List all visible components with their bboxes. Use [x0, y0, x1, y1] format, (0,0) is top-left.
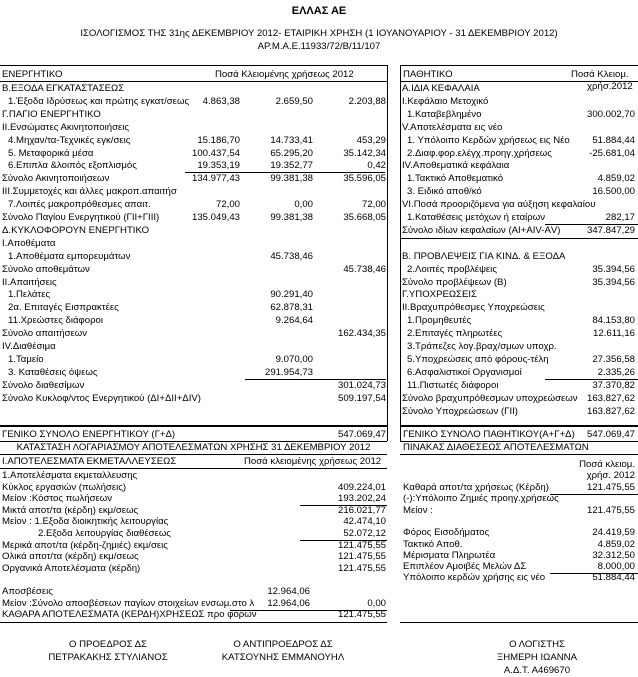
- liab-row-value: 163.827,62: [586, 405, 635, 417]
- liab-row-label: 1.Τακτικό Αποθεματικό: [407, 173, 504, 185]
- dist-subtotal-rule: [550, 494, 638, 495]
- asset-row-depreciation: 14.733,41: [270, 134, 313, 146]
- asset-row-acquisition: 134.977,43: [191, 173, 240, 185]
- signature-name: ΞΗΜΕΡΗ ΙΩΑΝΝΑ: [496, 652, 578, 663]
- asset-row-label: ΙΙ.Απαιτήσεις: [2, 276, 57, 288]
- asset-row-label: Σύνολο απαιτήσεων: [2, 328, 88, 340]
- asset-row-label: 1.Αποθέματα εμπορευμάτων: [8, 250, 131, 262]
- liab-heading: ΠΑΘΗΤΙΚΟ: [403, 69, 453, 80]
- liab-row-label: 3.Τράπεζες λογ.βραχ/σμων υποχρ.: [407, 341, 557, 352]
- dist-year-heading: χρήσ. 2012: [586, 470, 635, 481]
- result-row-partial: 12.964,06: [267, 586, 310, 597]
- asset-row-net: 509.197,54: [337, 392, 386, 404]
- col-divider-right: [400, 65, 401, 441]
- liab-row-value: 2.335,26: [597, 366, 635, 378]
- asset-row-label: 3. Καταθέσεις όψεως: [8, 366, 98, 378]
- liab-row-value: 27.356,58: [592, 353, 635, 365]
- result-row-label: Οργανικά Αποτελέσματα (κέρδη): [2, 562, 141, 574]
- asset-row-acquisition: 15.186,70: [197, 134, 240, 146]
- liab-row-label: 3. Ειδικό αποθ/κό: [407, 186, 482, 198]
- liab-row-value: 347.847,29: [586, 224, 635, 236]
- result-row-value: 121.475,55: [337, 562, 386, 574]
- result-row-value: 121.475,55: [337, 609, 386, 621]
- result-row-label: 1.Αποτελέσματα εκμεταλλευσης: [2, 470, 138, 481]
- dist-row-label: Τακτικό Αποθ.: [403, 538, 463, 550]
- dist-title-rule: [400, 454, 638, 455]
- liab-row-label: Σύνολο βραχυπρόθεσμων υποχρεώσεων: [402, 392, 578, 404]
- liab-row-label: V.Αποτελέσματα εις νέο: [402, 121, 503, 133]
- assets-top-rule: [0, 65, 387, 66]
- asset-row-label: 2α. Επιταγές Εισπρακτέες: [8, 302, 119, 314]
- dist-row-value: 24.419,59: [592, 527, 635, 539]
- asset-row-label: ΙΙΙ.Συμμετοχές και άλλες μακροπ.απαιτήσ: [2, 186, 177, 198]
- dist-row-label: Υπόλοιπο κερδών χρήσης εις νέο: [403, 572, 546, 584]
- signature-role: Ο ΑΝΤΙΠΡΟΕΔΡΟΣ ΔΣ: [233, 639, 333, 650]
- liab-row-value: 4.859,02: [597, 173, 635, 185]
- liab-year-heading: χρήσ.2012: [587, 81, 633, 92]
- dist-row-label: Μείον :: [403, 504, 433, 516]
- liab-row-value: 35.394,56: [592, 276, 635, 288]
- balance-sheet-title: ΙΣΟΛΟΓΙΣΜΟΣ ΤΗΣ 31ης ΔΕΚΕΜΒΡΙΟΥ 2012- ΕΤΑΙΡΙΚΗ ΧΡΗΣΗ (1 ΙΟΥΑΝΟΥΑΡΙΟΥ - 31 ΔΕΚΕΜΒΡΙΟΥ 2012): [80, 28, 558, 39]
- result-row-label: Κύκλος εργασιών (πωλήσεις): [2, 481, 127, 493]
- asset-row-label: Σύνολο Ακινητοποιήσεων: [2, 173, 110, 185]
- asset-row-acquisition: 100.437,54: [191, 147, 240, 159]
- result-row-label: Μείον :Κόστος πωλήσεων: [2, 493, 113, 505]
- asset-row-label: 4.Μηχαν/τα-Τεχνικές εγκ/σεις: [8, 134, 131, 146]
- liab-row-label: 2.Επιταγές πληρωτέες: [407, 328, 503, 340]
- asset-row-net: 2.203,88: [348, 95, 386, 107]
- liab-row-label: Ι.Κεφάλαιο Μετοχικό: [402, 95, 489, 107]
- dist-title: ΠΙΝΑΚΑΣ ΔΙΑΘΕΣΕΩΣ ΑΠΟΤΕΛΕΣΜΑΤΩΝ: [403, 442, 589, 453]
- results-bottom-rule: [0, 622, 387, 623]
- liab-top-rule: [400, 65, 638, 66]
- liab-row-label: 1.Καταθέσεις μετόχων ή εταίρων: [407, 212, 546, 223]
- dist-row-value: 121.475,55: [586, 504, 635, 516]
- asset-row-net: 72,00: [361, 199, 386, 211]
- result-row-partial: 12.964,06: [267, 597, 310, 609]
- liab-row-label: 1.Καταβεβλημένο: [407, 108, 482, 120]
- asset-row-net: 0,42: [367, 160, 386, 172]
- asset-row-net: 301.024,73: [337, 379, 386, 391]
- liab-row-label: 2.Λοιπές προβλέψεις: [407, 263, 497, 275]
- liab-row-value: 37.370,82: [592, 379, 635, 391]
- asset-row-label: Β.ΕΞΟΔΑ ΕΓΚΑΤΑΣΤΑΣΕΩΣ: [2, 83, 125, 94]
- assets-heading: ΕΝΕΡΓΗΤΙΚΟ: [2, 69, 63, 80]
- asset-row-depreciation: 45.738,46: [270, 250, 313, 262]
- asset-row-depreciation: 90.291,40: [270, 289, 313, 301]
- result-row-label: ΚΑΘΑΡΑ ΑΠΟΤΕΛΕΣΜΑΤΑ (ΚΕΡΔΗ)ΧΡΗΣΕΩΣ προ φόρων: [2, 609, 257, 621]
- asset-row-label: 6.Επιπλα &λοιπός εξοπλισμός: [8, 160, 137, 172]
- liab-row-value: 300.002,70: [586, 108, 635, 120]
- results-title-rule: [0, 454, 387, 455]
- results-period-heading: Ποσά κλειομένης χρήσεως 2012: [244, 456, 382, 467]
- result-row-label: Μείον :Σύνολο αποσβέσεων παγίων στοιχείων ενσωμ.στο λ: [2, 597, 255, 609]
- asset-row-label: 5. Μεταφορικά μέσα: [8, 147, 94, 159]
- liab-row-value: 51.884,44: [592, 134, 635, 146]
- asset-row-depreciation: 0,00: [294, 199, 313, 211]
- liab-row-value: 282,17: [605, 212, 635, 223]
- asset-row-net: 35.596,05: [343, 173, 386, 185]
- asset-row-acquisition: 19.353,19: [197, 160, 240, 172]
- signature-role: Ο ΠΡΟΕΔΡΟΣ ΔΣ: [69, 639, 147, 650]
- result-row-label: 2.Εξοδα λειτουργίας διαθέσεως: [38, 528, 171, 539]
- asset-row-depreciation: 291.954,73: [264, 366, 313, 378]
- asset-row-label: Δ.ΚΥΚΛΟΦΟΡΟΥΝ ΕΝΕΡΓΗΤΙΚΟ: [2, 224, 150, 236]
- liab-row-label: Σύνολο προβλέψεων (Β): [402, 276, 507, 288]
- asset-row-depreciation: 99.381,38: [270, 173, 313, 185]
- results-title: ΚΑΤΑΣΤΑΣΗ ΛΟΓΑΡΙΑΣΜΟΥ ΑΠΟΤΕΛΕΣΜΑΤΩΝ ΧΡΗΣΗΣ 31 ΔΕΚΕΜΒΡΙΟΥ 2012: [16, 442, 371, 453]
- asset-row-net: 35.142,34: [343, 147, 386, 159]
- dist-bottom-rule: [400, 622, 638, 623]
- liab-section-rule: [400, 238, 638, 239]
- asset-row-net: 35.668,05: [343, 212, 386, 223]
- liab-total-rule: [400, 425, 638, 427]
- liab-row-label: ΙΙ.Βραχυπρόθεσμες Υποχρεώσεις: [402, 302, 545, 314]
- asset-row-net: 162.434,35: [337, 328, 386, 340]
- liab-row-label: IV.Αποθεματικά κεφάλαια: [402, 160, 510, 172]
- asset-row-acquisition: 135.049,43: [191, 212, 240, 223]
- asset-row-depreciation: 19.352,77: [270, 160, 313, 172]
- asset-row-acquisition: 4.863,38: [202, 95, 240, 107]
- liab-row-value: -25.681,04: [589, 147, 635, 159]
- liab-row-label: 6.Ασφαλιστικοί Οργανισμοί: [407, 366, 522, 378]
- dist-row-value: 4.859,02: [597, 538, 635, 550]
- results-header-rule: [0, 468, 387, 469]
- result-row-value: 42.474,10: [343, 516, 386, 528]
- result-row-value: 121.475,55: [337, 551, 386, 563]
- dist-row-value: 8.000,00: [597, 561, 635, 573]
- liab-row-label: 5.Υποχρεώσεις από φόρους-τέλη: [407, 353, 549, 365]
- col-divider-left: [387, 65, 388, 441]
- assets-header-rule: [0, 81, 387, 82]
- asset-row-depreciation: 2.659,50: [275, 95, 313, 107]
- liab-row-label: 11.Πιστωτές διάφοροι: [407, 379, 499, 391]
- asset-row-label: Ι.Αποθέματα: [2, 237, 56, 249]
- asset-row-label: Σύνολο διαθεσίμων: [2, 379, 85, 391]
- dist-row-value: 121.475,55: [586, 482, 635, 493]
- asset-row-label: 11.Χρεώστες διάφοροι: [8, 315, 104, 327]
- signature-role: Ο ΛΟΓΙΣΤΗΣ: [509, 639, 565, 650]
- dist-row-value: 51.884,44: [592, 572, 635, 584]
- result-row-value: 121.475,55: [337, 539, 386, 551]
- assets-total-rule: [0, 425, 387, 427]
- asset-row-depreciation: 99.381,38: [270, 212, 313, 223]
- dist-row-label: Μέρισματα Πληρωτέα: [403, 549, 496, 561]
- asset-row-label: Σύνολο Κυκλοφ/ντος Ενεργητικού (ΔΙ+ΔΙΙ+ΔΙV): [2, 392, 201, 404]
- liab-row-label: 1.Προμηθευτές: [407, 315, 472, 327]
- result-row-label: Ολικά αποτ/τα (κέρδη) εκμ/σεως: [2, 551, 139, 563]
- registration-number: ΑΡ.Μ.Α.Ε.11933/72/Β/11/107: [257, 41, 381, 52]
- dist-row-label: Καθαρά αποτ/τα χρήσεως (Κέρδη): [403, 482, 549, 493]
- asset-row-net: 453,29: [356, 134, 386, 146]
- result-row-value: 193.202,24: [337, 493, 386, 505]
- asset-row-depreciation: 9.070,00: [275, 353, 313, 365]
- asset-row-label: ΙV.Διαθέσιμα: [2, 341, 56, 352]
- assets-total-value: 547.069,47: [337, 429, 386, 440]
- asset-row-label: 1.Πελάτες: [8, 289, 51, 301]
- liab-total-label: ΓΕΝΙΚΟ ΣΥΝΟΛΟ ΠΑΘΗΤΙΚΟΥ(Α+Γ+Δ): [403, 429, 575, 440]
- asset-row-label: 1.Έξοδα Ιδρύσεως και πρώτης εγκατ/σεως: [8, 95, 190, 107]
- liab-row-value: 35.394,56: [592, 263, 635, 275]
- result-row-value: 409.224,01: [337, 481, 386, 493]
- dist-row-value: 32.312,50: [592, 549, 635, 561]
- assets-period-heading: Ποσά Κλειομένης χρήσεως 2012: [215, 69, 354, 80]
- liab-row-value: 163.827,62: [586, 392, 635, 404]
- liab-row-label: 1. Υπόλοιπο Κερδών χρήσεως εις Νέο: [407, 134, 570, 146]
- asset-row-acquisition: 72,00: [215, 199, 240, 211]
- result-row-label: Μείον : 1.Εξοδα διοικητικής λειτουργίας: [2, 516, 169, 528]
- liab-col-heading: Ποσά Κλειομ.: [571, 69, 629, 80]
- liab-row-label: 2.Διαφ.φορ.ελέγχ.προηγ.χρήσεως: [407, 147, 552, 159]
- result-row-label: Μικτά αποτ/τα (κέρδη) εκμ/σεως: [2, 504, 139, 516]
- liab-total-value: 547.069,47: [586, 429, 635, 440]
- dist-row-label: (-):Υπόλοιπο Ζημιές προηγ.χρήσεως: [403, 493, 559, 505]
- company-name: ΕΛΛΑΣ ΑΕ: [291, 5, 347, 17]
- asset-row-depreciation: 9.264,64: [275, 315, 313, 327]
- asset-row-label: 1.Ταμείο: [8, 353, 44, 365]
- liab-row-label: Σύνολο Υποχρεώσεων (ΓΙΙ): [402, 405, 518, 417]
- results-heading: Ι.ΑΠΟΤΕΛΕΣΜΑΤΑ ΕΚΜΕΤΑΛΛΕΥΣΕΩΣ: [2, 456, 177, 467]
- asset-row-label: Σύνολο Παγίου Ενεργητικού (ΓΙΙ+ΓΙΙΙ): [2, 212, 160, 223]
- liab-row-value: 16.500,00: [592, 186, 635, 198]
- asset-row-depreciation: 65.295,20: [270, 147, 313, 159]
- liab-row-label: Α.ΙΔΙΑ ΚΕΦΑΛΑΙΑ: [402, 83, 480, 94]
- signature-name: ΚΑΤΣΟΥΝΗΣ ΕΜΜΑΝΟΥΗΛ: [221, 652, 345, 663]
- signature-id: Α.Δ.Τ. Α469670: [503, 665, 571, 676]
- liab-row-value: 12.611,16: [593, 328, 635, 340]
- dist-row-label: Επιπλέον Αμοιβές Μελών ΔΣ: [403, 561, 527, 573]
- liab-row-value: 84.153,80: [592, 315, 635, 327]
- asset-row-label: ΙΙ.Ενσώματες Ακινητοποιήσεις: [2, 121, 130, 133]
- result-row-value: 216.021,77: [337, 504, 386, 516]
- dist-row-label: Φόρος Εισοδήματος: [403, 527, 490, 539]
- liab-row-label: Γ.ΥΠΟΧΡΕΩΣΕΙΣ: [402, 289, 477, 301]
- signature-name: ΠΕΤΡΑΚΑΚΗΣ ΣΤΥΛΙΑΝΟΣ: [48, 652, 168, 663]
- asset-row-depreciation: 62.878,31: [270, 302, 313, 314]
- asset-row-label: Σύνολο αποθεμάτων: [2, 263, 90, 275]
- result-row-label: Αποσβέσεις: [2, 586, 53, 597]
- result-row-value: 52.072,12: [343, 528, 386, 539]
- asset-row-label: Γ.ΠΑΓΙΟ ΕΝΕΡΓΗΤΙΚΟ: [2, 108, 101, 120]
- assets-total-label: ΓΕΝΙΚΟ ΣΥΝΟΛΟ ΕΝΕΡΓΗΤΙΚΟΥ (Γ+Δ): [2, 429, 176, 440]
- result-row-value: 0,00: [367, 597, 386, 609]
- liab-row-label: VI.Ποσά προοριζόμενα για αύξηση κεφαλαίου: [402, 199, 596, 211]
- liab-row-label: Β. ΠΡΟΒΛΕΨΕΙΣ ΓΙΑ ΚΙΝΔ. & ΕΞΟΔΑ: [402, 250, 566, 262]
- liab-row-label: Σύνολο ιδίων κεφαλαίων (ΑΙ+ΑΙV-ΑV): [402, 224, 561, 236]
- asset-row-net: 45.738,46: [343, 263, 386, 275]
- asset-row-label: 7.Λοιπές μακροπρόθεσμες απαιτ.: [8, 199, 151, 211]
- result-row-label: Μερικά αποτ/τα (κέρδη-ζημιές) εκμ/σεις: [2, 539, 168, 551]
- dist-col-heading: Ποσά κλειομ.: [579, 459, 635, 470]
